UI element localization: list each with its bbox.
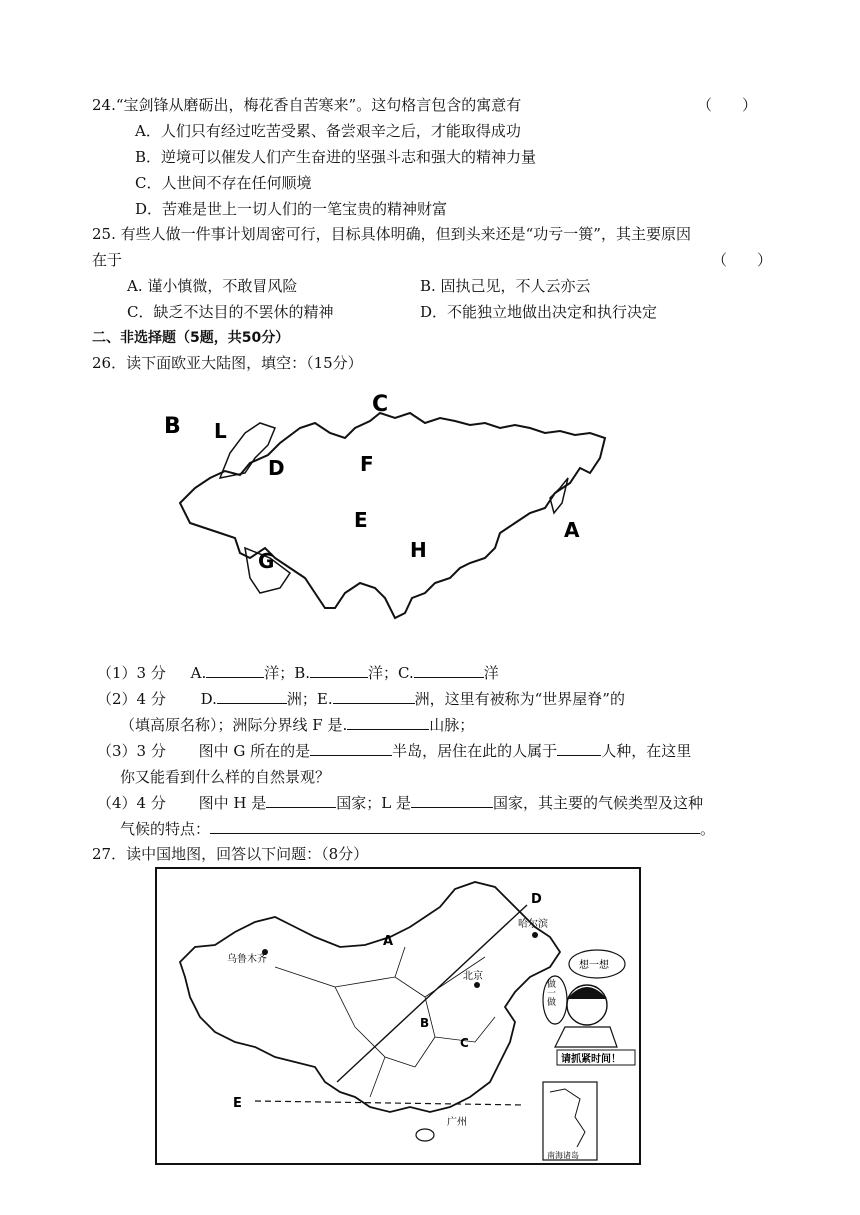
city-urumqi: 乌鲁木齐 <box>227 954 267 965</box>
blank-e[interactable] <box>333 689 415 704</box>
harbin-dot <box>532 932 538 938</box>
map-label-f: F <box>360 452 374 476</box>
japan-outline <box>550 478 568 513</box>
q24-option-a: A．人们只有经过吃苦受累、备尝艰辛之后，才能取得成功 <box>135 122 521 140</box>
q26-part2 <box>97 689 625 709</box>
map-label-b: B <box>164 414 181 439</box>
q26-part4-t2: 国家；L 是 <box>336 794 411 812</box>
q26-part2-line2-suffix: 山脉； <box>429 716 475 734</box>
caption-text: 请抓紧时间！ <box>561 1054 621 1065</box>
blank-g[interactable] <box>310 741 392 756</box>
map-label-l: L <box>214 419 227 443</box>
scandinavia-outline <box>220 423 275 478</box>
blank-h[interactable] <box>266 793 336 808</box>
q26-part3-line2: 你又能看到什么样的自然景观？ <box>120 768 331 786</box>
q24-stem: 24.“宝剑锋从磨砺出，梅花香自苦寒来”。这句格言包含的寓意有 <box>92 96 522 114</box>
q26-part3-t1: 图中 G 所在的是 <box>198 742 311 760</box>
q26-part3-t2: 半岛，居住在此的人属于 <box>392 742 558 760</box>
q24-option-b: B．逆境可以催发人们产生奋进的坚强斗志和强大的精神力量 <box>135 148 537 166</box>
q26-part3-num: （3）3 分 <box>97 742 166 760</box>
q25-stem-cont: 在于 <box>92 251 123 269</box>
bubble-do-text: 做一做 <box>545 979 555 1006</box>
map-label-e: E <box>233 1096 242 1111</box>
q26-part1 <box>97 663 499 683</box>
q26-part4-line2-text: 气候的特点： <box>120 820 211 838</box>
bubble-think-text: 想一想 <box>579 960 609 971</box>
q26-part2-line2-text: （填高原名称）；洲际分界线 F 是. <box>120 716 348 734</box>
blank-a[interactable] <box>206 663 264 678</box>
map-label-a: A <box>564 518 580 542</box>
q26-part4-t3: 国家，其主要的气候类型及这种 <box>493 794 704 812</box>
section-heading: 二、非选择题（5题，共50分） <box>92 330 290 346</box>
city-harbin: 哈尔滨 <box>518 919 548 930</box>
map-label-c: C <box>460 1036 469 1050</box>
q24-option-d: D．苦难是世上一切人们的一笔宝贵的精神财富 <box>135 200 448 218</box>
q27-stem: 27．读中国地图，回答以下问题：（8分） <box>92 845 369 863</box>
q26-part2-line2 <box>120 715 474 735</box>
blank-d[interactable] <box>217 689 287 704</box>
q26-part4-t1: 图中 H 是 <box>198 794 267 812</box>
q25-answer-paren: （ ） <box>712 251 773 269</box>
q25-stem: 25. 有些人做一件事计划周密可行，目标具体明确，但到头来还是“功亏一篑”，其主要原因 <box>92 225 691 243</box>
q26-part2-e-suffix: 洲，这里有被称为“世界屋脊”的 <box>414 690 625 708</box>
map-label-e: E <box>354 508 368 532</box>
map-label-g: G <box>258 549 275 573</box>
body <box>555 1027 617 1047</box>
q26-part3-t3: 人种，在这里 <box>601 742 692 760</box>
beijing-dot <box>474 982 480 988</box>
q26-part4 <box>97 793 703 813</box>
map-label-d: D <box>268 456 285 480</box>
blank-climate[interactable] <box>210 819 700 834</box>
q26-part2-num: （2）4 分 <box>97 690 166 708</box>
blank-l[interactable] <box>411 793 493 808</box>
q26-part1-b-suffix: 洋；C. <box>368 664 414 682</box>
map-label-h: H <box>410 538 427 562</box>
q24-answer-paren: （ ） <box>697 96 758 114</box>
blank-race[interactable] <box>557 741 601 756</box>
map-label-b: B <box>420 1016 430 1030</box>
q26-part4-num: （4）4 分 <box>97 794 166 812</box>
eurasia-outline <box>180 413 605 618</box>
city-guangzhou: 广州 <box>447 1117 467 1128</box>
eurasia-map <box>150 383 620 643</box>
q26-part1-a-suffix: 洋；B. <box>264 664 311 682</box>
q25-option-b: B. 固执己见，不人云亦云 <box>420 277 591 295</box>
q25-option-c: C．缺乏不达目的不罢休的精神 <box>127 303 334 321</box>
q25-option-d: D．不能独立地做出决定和执行决定 <box>420 303 658 321</box>
q26-part1-a: A. <box>190 664 207 682</box>
inset-label: 南海诸岛 <box>547 1151 579 1160</box>
china-map <box>155 867 641 1167</box>
q26-part1-num: （1）3 分 <box>97 664 166 682</box>
q26-part3 <box>97 741 691 761</box>
blank-c[interactable] <box>414 663 484 678</box>
south-sea-inset <box>543 1082 597 1160</box>
q26-part2-d: D. <box>200 690 217 708</box>
q26-stem: 26．读下面欧亚大陆图，填空：（15分） <box>92 354 363 372</box>
q26-part4-line2 <box>120 819 715 839</box>
blank-b[interactable] <box>310 663 368 678</box>
map-label-c: C <box>372 392 389 417</box>
map-label-a: A <box>383 934 394 949</box>
q26-part2-d-suffix: 洲；E. <box>286 690 333 708</box>
q26-part4-end: 。 <box>700 820 716 838</box>
q25-option-a: A. 谨小慎微，不敢冒风险 <box>127 277 298 295</box>
q24-option-c: C．人世间不存在任何顺境 <box>135 174 312 192</box>
q26-part1-c-suffix: 洋 <box>483 664 499 682</box>
city-beijing: 北京 <box>463 971 483 982</box>
map-label-d: D <box>531 892 542 907</box>
blank-f[interactable] <box>347 715 429 730</box>
